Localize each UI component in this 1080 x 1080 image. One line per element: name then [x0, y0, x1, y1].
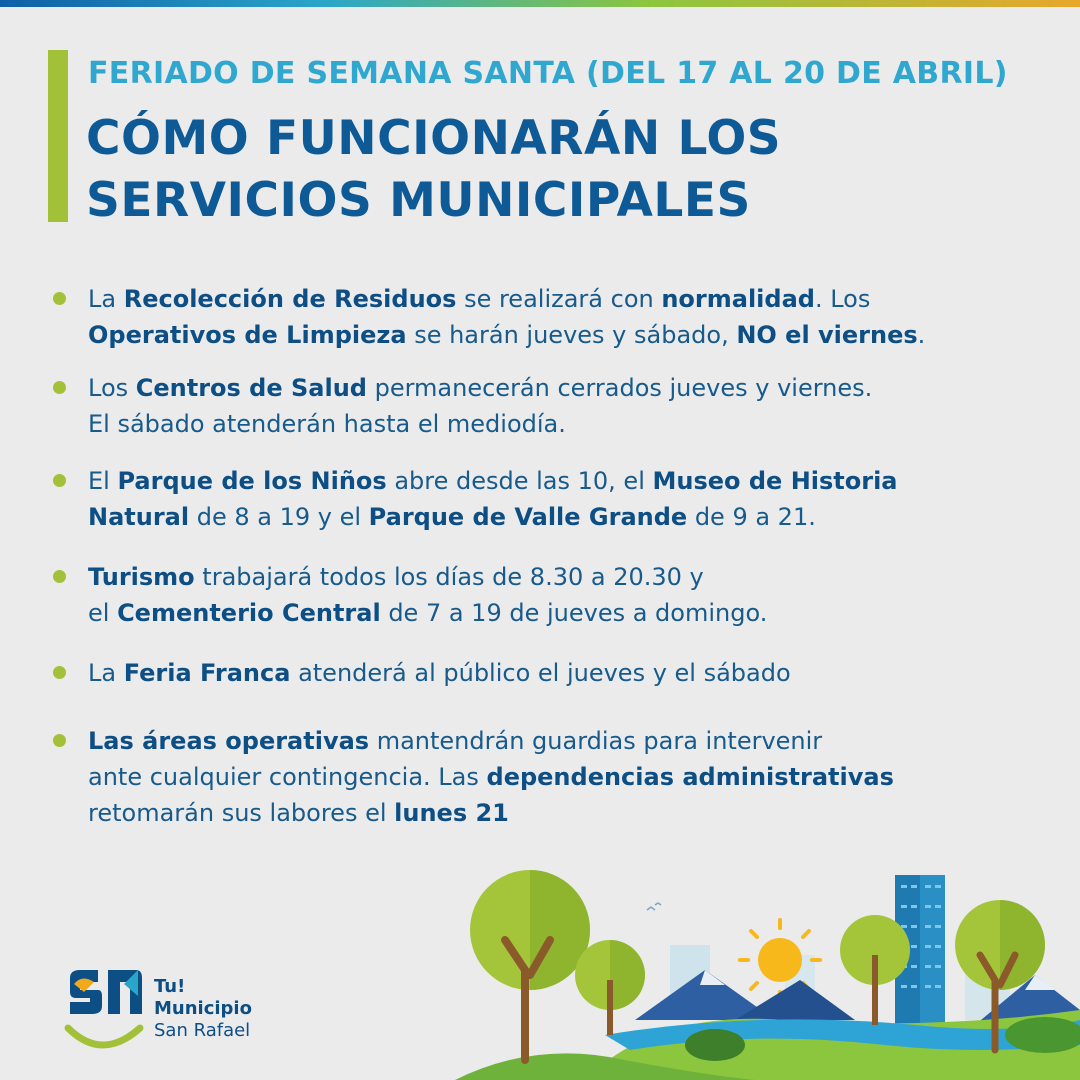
bullet-dot	[53, 570, 66, 583]
subtitle: FERIADO DE SEMANA SANTA (DEL 17 AL 20 DE ABRIL)	[88, 56, 1008, 91]
list-item-line	[88, 723, 894, 759]
list-item-areas	[88, 723, 894, 831]
body-text: mantendrán guardias para intervenir	[369, 727, 823, 755]
body-text: se harán jueves y sábado,	[406, 321, 737, 349]
municipio-logo-icon	[62, 966, 146, 1058]
body-text: atenderá al público el jueves y el sábado	[290, 659, 791, 687]
highlight-text: dependencias administrativas	[486, 763, 894, 791]
list-item-line	[88, 795, 894, 831]
highlight-text: normalidad	[661, 285, 815, 313]
body-text: permanecerán cerrados jueves y viernes.	[366, 374, 873, 402]
body-text: de 7 a 19 de jueves a domingo.	[380, 599, 768, 627]
logo-line-1: Tu!	[154, 976, 186, 997]
tree-big-left	[470, 870, 590, 1060]
list-item-line	[88, 499, 898, 535]
body-text: abre desde las 10, el	[386, 467, 653, 495]
highlight-text: NO el viernes	[736, 321, 918, 349]
highlight-text: Las áreas operativas	[88, 727, 370, 755]
highlight-text: Turismo	[88, 563, 195, 591]
body-text: . Los	[814, 285, 871, 313]
logo-line-3: San Rafael	[154, 1020, 251, 1041]
highlight-text: Recolección de Residuos	[123, 285, 457, 313]
body-text: el	[88, 599, 118, 627]
list-item-line	[88, 370, 872, 406]
landscape-illustration	[455, 860, 1080, 1080]
body-text: El sábado atenderán hasta el mediodía.	[88, 410, 566, 438]
highlight-text: Natural	[88, 503, 190, 531]
list-item-line	[88, 406, 872, 442]
list-item-line	[88, 317, 925, 353]
list-item-line	[88, 759, 894, 795]
bullet-dot	[53, 734, 66, 747]
body-text: retomarán sus labores el	[88, 799, 395, 827]
highlight-text: Parque de los Niños	[117, 467, 387, 495]
list-item-feria	[88, 655, 791, 691]
list-item-turismo	[88, 559, 767, 631]
body-text: trabajará todos los días de 8.30 a 20.30 y	[194, 563, 704, 591]
top-gradient-bar	[0, 0, 1080, 7]
body-text: de 9 a 21.	[687, 503, 816, 531]
list-item-residuos	[88, 281, 925, 353]
bullet-dot	[53, 381, 66, 394]
logo-line-2: Municipio	[154, 998, 252, 1019]
highlight-text: Parque de Valle Grande	[368, 503, 688, 531]
bullet-dot	[53, 292, 66, 305]
body-text: .	[917, 321, 926, 349]
highlight-text: Operativos de Limpieza	[88, 321, 407, 349]
highlight-text: Cementerio Central	[117, 599, 381, 627]
tree-small-left	[575, 940, 645, 1035]
list-item-line	[88, 559, 767, 595]
title-line-2: SERVICIOS MUNICIPALES	[86, 173, 751, 228]
highlight-text: Museo de Historia	[652, 467, 898, 495]
body-text: Los	[88, 374, 136, 402]
body-text: El	[88, 467, 118, 495]
body-text: La	[88, 285, 124, 313]
body-text: se realizará con	[456, 285, 662, 313]
list-item-line	[88, 655, 791, 691]
body-text: ante cualquier contingencia. Las	[88, 763, 487, 791]
page-title	[86, 108, 781, 232]
highlight-text: Feria Franca	[123, 659, 291, 687]
bullet-dot	[53, 474, 66, 487]
list-item-parques	[88, 463, 898, 535]
logo-wordmark	[154, 976, 252, 1042]
body-text: La	[88, 659, 124, 687]
bullet-dot	[53, 666, 66, 679]
list-item-salud	[88, 370, 872, 442]
highlight-text: Centros de Salud	[135, 374, 367, 402]
highlight-text: lunes 21	[394, 799, 509, 827]
body-text: de 8 a 19 y el	[189, 503, 369, 531]
title-accent-bar	[48, 50, 68, 222]
list-item-line	[88, 463, 898, 499]
title-line-1: CÓMO FUNCIONARÁN LOS	[86, 111, 782, 166]
list-item-line	[88, 281, 925, 317]
list-item-line	[88, 595, 767, 631]
